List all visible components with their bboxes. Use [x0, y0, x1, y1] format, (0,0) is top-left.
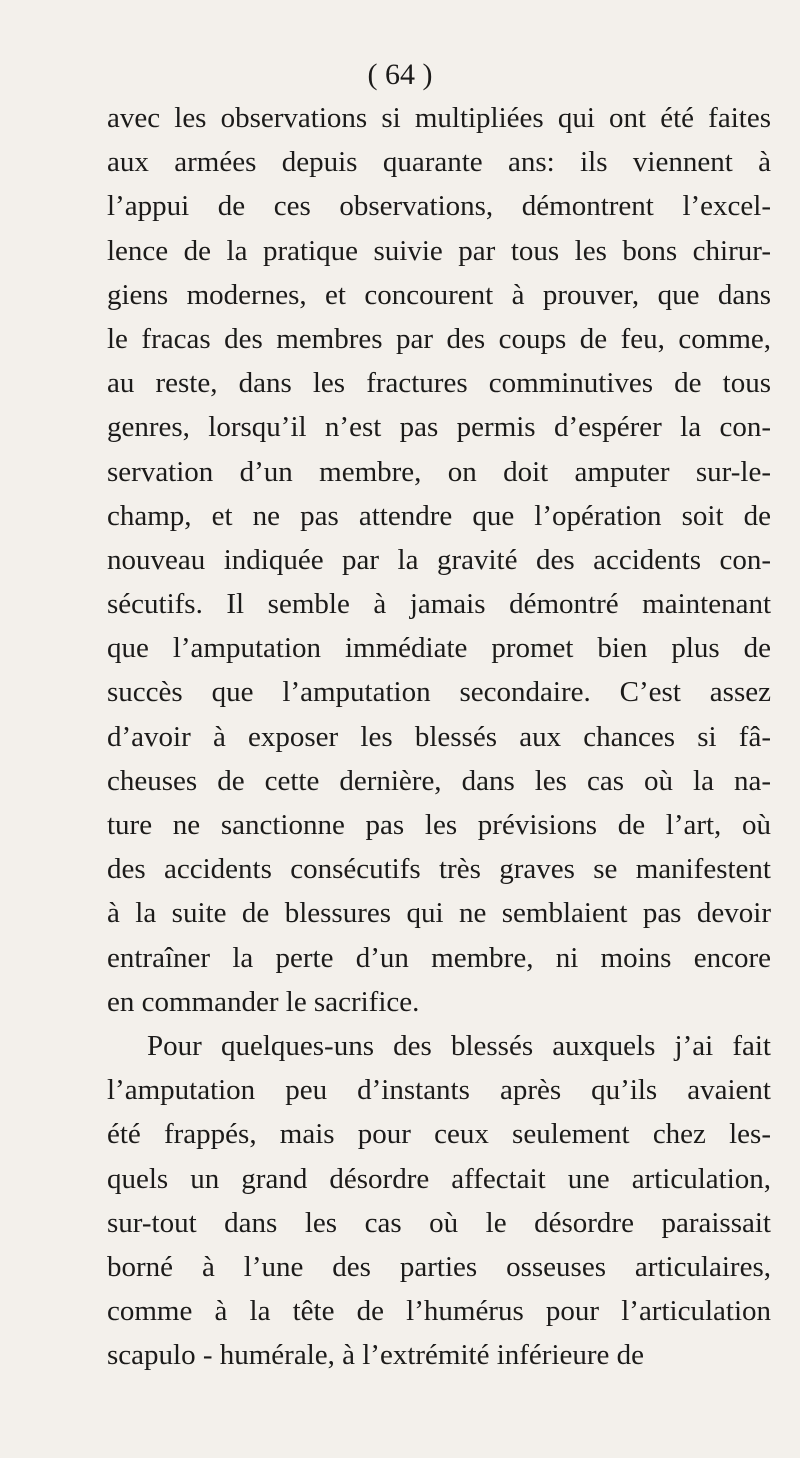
text-line: giens modernes, et concourent à prouver, que dans	[107, 278, 771, 311]
text-line: au reste, dans les fractures comminutives de tous	[107, 367, 771, 400]
text-line: que l’amputation immédiate promet bien plus de	[107, 632, 771, 665]
text-line: avec les observations si multipliées qui ont été faites	[107, 102, 771, 134]
text-line: servation d’un membre, on doit amputer sur-le-	[107, 455, 771, 488]
text-line: Pour quelques-uns des blessés auxquels j’ai fait	[147, 1029, 771, 1062]
text-line: cheuses de cette dernière, dans les cas où la na-	[107, 764, 771, 797]
text-line: scapulo - humérale, à l’extrémité inférieure de	[107, 1339, 645, 1372]
body-text	[107, 96, 771, 1377]
text-line: champ, et ne pas attendre que l’opération soit de	[107, 499, 771, 532]
text-line: sur-tout dans les cas où le désordre paraissait	[107, 1206, 771, 1239]
text-line: d’avoir à exposer les blessés aux chances si fâ-	[107, 720, 771, 753]
page-number: ( 64 )	[367, 58, 433, 91]
text-line: à la suite de blessures qui ne semblaient pas devoir	[107, 897, 771, 930]
text-line: l’appui de ces observations, démontrent l’excel-	[107, 190, 771, 223]
text-line: été frappés, mais pour ceux seulement chez les-	[107, 1118, 771, 1151]
text-line: nouveau indiquée par la gravité des accidents con-	[107, 543, 771, 576]
text-line: comme à la tête de l’humérus pour l’articulation	[107, 1295, 771, 1328]
text-line: l’amputation peu d’instants après qu’ils avaient	[107, 1074, 771, 1107]
text-line: quels un grand désordre affectait une articulation,	[107, 1162, 771, 1195]
text-line: lence de la pratique suivie par tous les bons chirur-	[107, 234, 771, 267]
text-line: succès que l’amputation secondaire. C’est assez	[107, 676, 771, 709]
text-line: ture ne sanctionne pas les prévisions de l’art, où	[107, 809, 771, 841]
text-line: entraîner la perte d’un membre, ni moins encore	[107, 941, 771, 974]
text-line: en commander le sacrifice.	[107, 985, 420, 1018]
text-line: genres, lorsqu’il n’est pas permis d’espérer la con-	[107, 411, 771, 444]
text-line: sécutifs. Il semble à jamais démontré maintenant	[107, 588, 771, 621]
text-line: borné à l’une des parties osseuses articulaires,	[107, 1250, 771, 1283]
text-line: des accidents consécutifs très graves se manifestent	[107, 853, 771, 886]
text-line: le fracas des membres par des coups de feu, comme,	[107, 322, 771, 355]
text-line: aux armées depuis quarante ans: ils viennent à	[107, 146, 771, 179]
